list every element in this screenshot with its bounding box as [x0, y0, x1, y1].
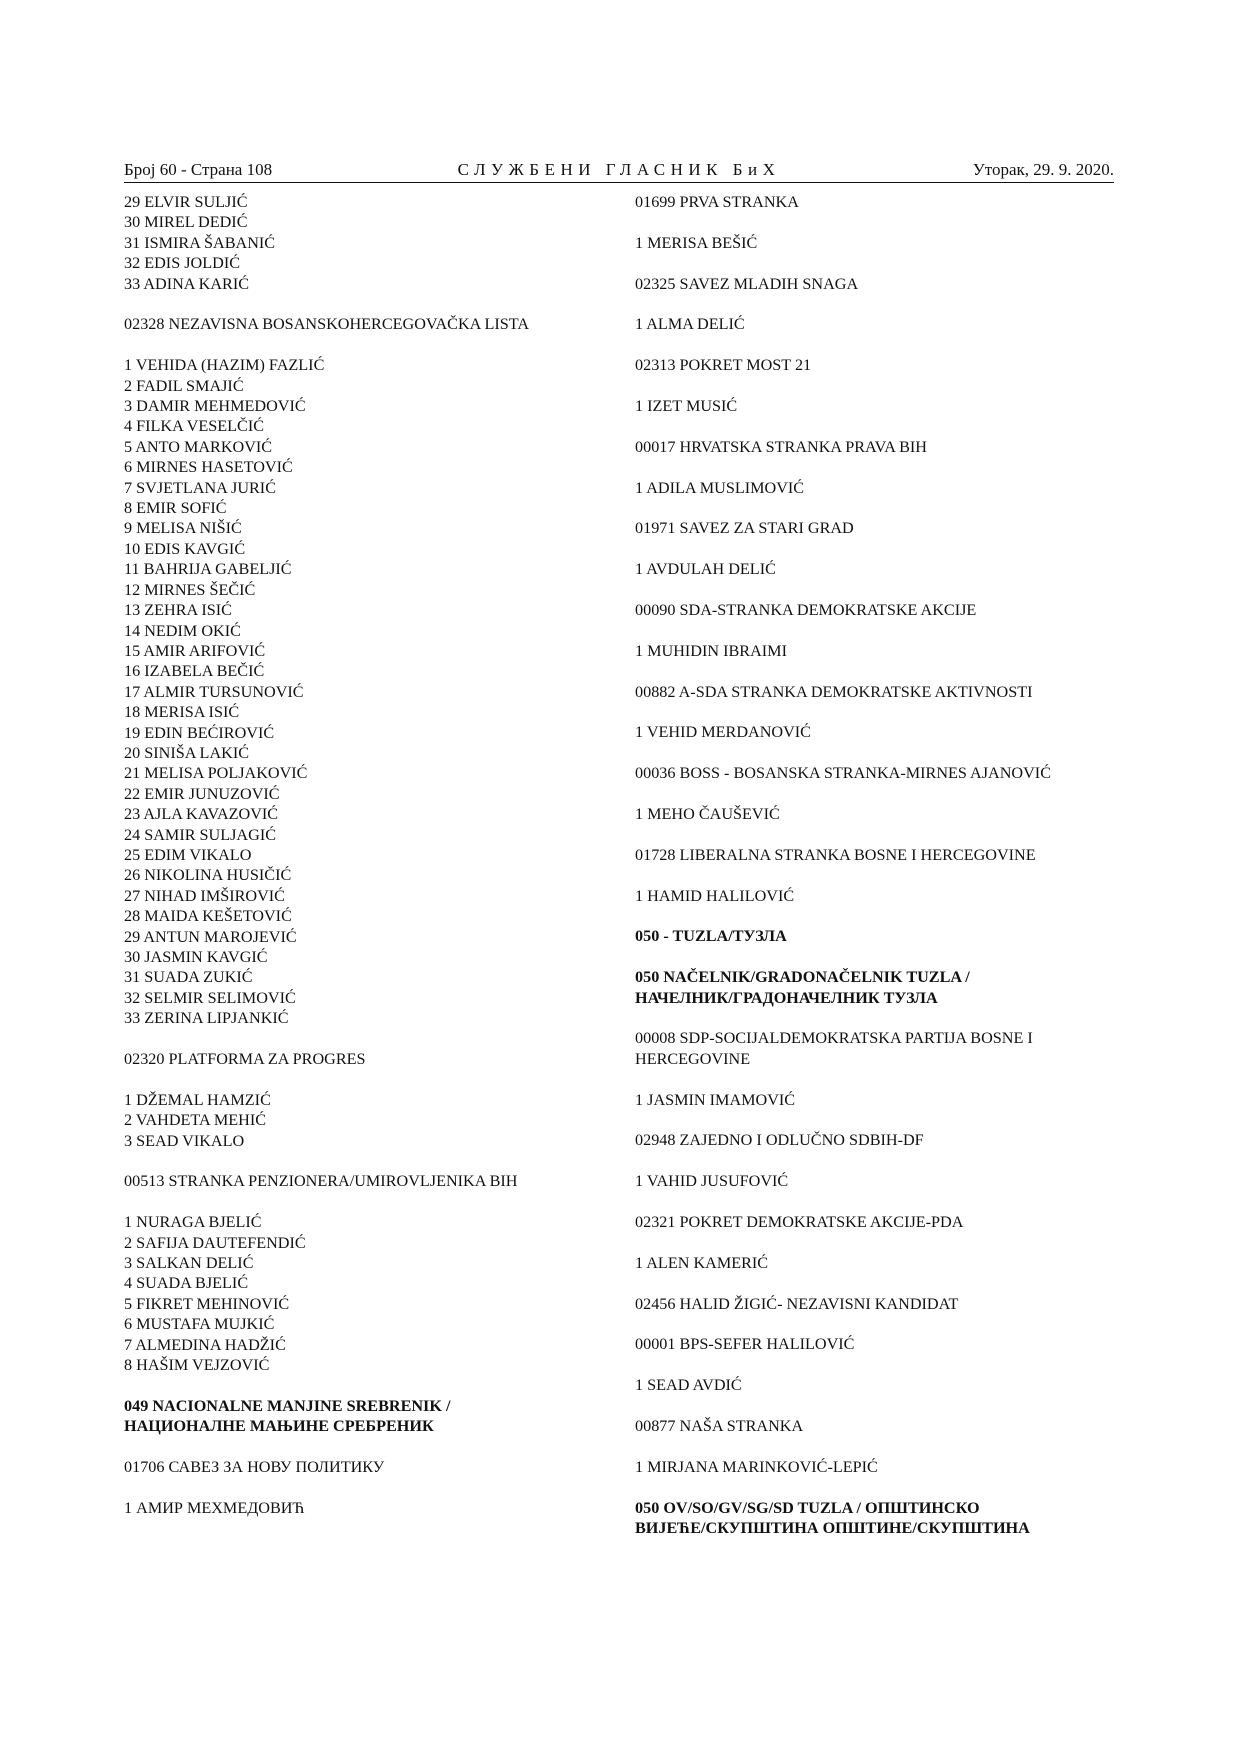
candidate-line: 1 ALMA DELIĆ	[635, 315, 745, 334]
header-rule	[124, 182, 1114, 183]
candidate-line: 20 SINIŠA LAKIĆ	[124, 743, 250, 762]
candidate-line: 22 EMIR JUNUZOVIĆ	[124, 784, 280, 803]
candidate-line: 4 SUADA BJELIĆ	[124, 1274, 249, 1293]
candidate-line: 32 SELMIR SELIMOVIĆ	[124, 988, 296, 1007]
candidate-line: 1 JASMIN IMAMOVIĆ	[635, 1090, 796, 1109]
section-heading: 050 - TUZLA/ТУЗЛА	[635, 927, 787, 946]
candidate-line: 2 VAHDETA MEHIĆ	[124, 1111, 267, 1130]
party-heading: 00008 SDP-SOCIJALDEMOKRATSKA PARTIJA BOSNE I	[635, 1029, 1033, 1048]
party-heading: 02321 POKRET DEMOKRATSKE AKCIJE-PDA	[635, 1212, 964, 1231]
party-heading: HERCEGOVINE	[635, 1049, 751, 1068]
left-column	[124, 192, 624, 1518]
right-column	[635, 192, 1113, 1538]
party-heading: 02313 POKRET MOST 21	[635, 356, 812, 375]
party-heading: 01706 САВЕЗ ЗА НОВУ ПОЛИТИКУ	[124, 1458, 385, 1477]
section-heading: НАЦИОНАЛНЕ МАЊИНЕ СРЕБРЕНИК	[124, 1417, 434, 1436]
candidate-line: 12 MIRNES ŠEČIĆ	[124, 580, 256, 599]
candidate-line: 1 MIRJANA MARINKOVIĆ-LEPIĆ	[635, 1457, 878, 1476]
candidate-line: 1 VEHID MERDANOVIĆ	[635, 723, 811, 742]
candidate-line: 1 ADILA MUSLIMOVIĆ	[635, 478, 805, 497]
candidate-line: 9 MELISA NIŠIĆ	[124, 519, 242, 538]
candidate-line: 15 AMIR ARIFOVIĆ	[124, 641, 266, 660]
section-heading: ВИЈЕЋЕ/СКУПШТИНА ОПШТИНЕ/СКУПШТИНА	[635, 1518, 1030, 1537]
candidate-line: 14 NEDIM OKIĆ	[124, 621, 241, 640]
party-heading: 02948 ZAJEDNO I ODLUČNO SDBIH-DF	[635, 1131, 924, 1150]
section-heading: 049 NACIONALNE MANJINE SREBRENIK /	[124, 1396, 451, 1415]
party-heading: 02328 NEZAVISNA BOSANSKOHERCEGOVAČKA LISTA	[124, 315, 530, 334]
candidate-line: 27 NIHAD IMŠIROVIĆ	[124, 886, 285, 905]
party-heading: 01971 SAVEZ ZA STARI GRAD	[635, 519, 854, 538]
candidate-line: 1 AVDULAH DELIĆ	[635, 560, 776, 579]
candidate-line: 25 EDIM VIKALO	[124, 845, 252, 864]
party-heading: 02456 HALID ŽIGIĆ- NEZAVISNI KANDIDAT	[635, 1294, 959, 1313]
candidate-line: 1 DŽEMAL HAMZIĆ	[124, 1090, 271, 1109]
candidate-line: 16 IZABELA BEČIĆ	[124, 662, 265, 681]
candidate-line: 6 MIRNES HASETOVIĆ	[124, 458, 293, 477]
candidate-line: 1 VAHID JUSUFOVIĆ	[635, 1172, 789, 1191]
candidate-line: 6 MUSTAFA MUJKIĆ	[124, 1315, 275, 1334]
party-heading: 00877 NAŠA STRANKA	[635, 1416, 804, 1435]
party-heading: 00036 BOSS - BOSANSKA STRANKA-MIRNES AJANOVIĆ	[635, 764, 1051, 783]
candidate-line: 33 ADINA KARIĆ	[124, 274, 250, 293]
candidate-line: 30 MIREL DEDIĆ	[124, 213, 248, 232]
candidate-line: 8 HAŠIM VEJZOVIĆ	[124, 1356, 270, 1375]
party-heading: 01728 LIBERALNA STRANKA BOSNE I HERCEGOVINE	[635, 845, 1036, 864]
party-heading: 00001 BPS-SEFER HALILOVIĆ	[635, 1335, 855, 1354]
candidate-line: 7 ALMEDINA HADŽIĆ	[124, 1335, 286, 1354]
candidate-line: 8 EMIR SOFIĆ	[124, 499, 227, 518]
candidate-line: 19 EDIN BEĆIROVIĆ	[124, 723, 275, 742]
candidate-line: 31 SUADA ZUKIĆ	[124, 968, 253, 987]
party-heading: 00090 SDA-STRANKA DEMOKRATSKE AKCIJE	[635, 600, 977, 619]
candidate-line: 1 MERISA BEŠIĆ	[635, 233, 758, 252]
candidate-line: 2 FADIL SMAJIĆ	[124, 376, 244, 395]
gazette-title: СЛУЖБЕНИ ГЛАСНИК БиХ	[457, 160, 781, 179]
section-heading: 050 OV/SO/GV/SG/SD TUZLA / ОПШТИНСКО	[635, 1498, 980, 1517]
page-header	[124, 157, 1114, 183]
candidate-line: 29 ELVIR SULJIĆ	[124, 193, 248, 211]
candidate-line: 4 FILKA VESELČIĆ	[124, 417, 265, 436]
candidate-line: 1 VEHIDA (HAZIM) FAZLIĆ	[124, 356, 325, 375]
candidate-line: 7 SVJETLANA JURIĆ	[124, 478, 276, 497]
candidate-line: 18 MERISA ISIĆ	[124, 703, 240, 722]
candidate-line: 5 ANTO MARKOVIĆ	[124, 437, 273, 456]
candidate-line: 23 AJLA KAVAZOVIĆ	[124, 805, 279, 824]
candidate-line: 28 MAIDA KEŠETOVIĆ	[124, 907, 292, 926]
candidate-line: 17 ALMIR TURSUNOVIĆ	[124, 682, 304, 701]
candidate-line: 3 DAMIR MEHMEDOVIĆ	[124, 397, 306, 416]
party-heading: 02320 PLATFORMA ZA PROGRES	[124, 1050, 366, 1069]
candidate-line: 33 ZERINA LIPJANKIĆ	[124, 1009, 289, 1028]
candidate-line: 29 ANTUN MAROJEVIĆ	[124, 927, 297, 946]
candidate-line: 11 BAHRIJA GABELJIĆ	[124, 560, 292, 579]
candidate-line: 2 SAFIJA DAUTEFENDIĆ	[124, 1233, 306, 1252]
candidate-line: 3 SALKAN DELIĆ	[124, 1254, 254, 1273]
party-heading: 00017 HRVATSKA STRANKA PRAVA BIH	[635, 437, 927, 456]
party-heading: 02325 SAVEZ MLADIH SNAGA	[635, 274, 859, 293]
party-heading: 00513 STRANKA PENZIONERA/UMIROVLJENIKA BIH	[124, 1172, 518, 1191]
candidate-line: 1 MUHIDIN IBRAIMI	[635, 641, 787, 660]
candidate-line: 30 JASMIN KAVGIĆ	[124, 948, 268, 966]
publication-date: Уторак, 29. 9. 2020.	[972, 160, 1114, 179]
candidate-line: 3 SEAD VIKALO	[124, 1131, 245, 1150]
issue-page-number: Број 60 - Страна 108	[124, 160, 273, 179]
candidate-line: 1 HAMID HALILOVIĆ	[635, 886, 795, 905]
candidate-line: 10 EDIS KAVGIĆ	[124, 539, 246, 558]
candidate-line: 32 EDIS JOLDIĆ	[124, 254, 241, 273]
candidate-line: 1 SEAD AVDIĆ	[635, 1376, 742, 1395]
candidate-line: 1 АМИР МЕХМЕДОВИЋ	[124, 1498, 305, 1517]
candidate-line: 5 FIKRET MEHINOVIĆ	[124, 1294, 290, 1313]
candidate-line: 1 MEHO ČAUŠEVIĆ	[635, 804, 780, 823]
party-heading: 00882 A-SDA STRANKA DEMOKRATSKE AKTIVNOSTI	[635, 682, 1033, 701]
candidate-line: 31 ISMIRA ŠABANIĆ	[124, 233, 276, 252]
section-heading: НАЧЕЛНИК/ГРАДОНАЧЕЛНИК ТУЗЛА	[635, 988, 938, 1007]
section-heading: 050 NAČELNIK/GRADONAČELNIK TUZLA /	[635, 968, 970, 987]
candidate-line: 1 IZET MUSIĆ	[635, 396, 738, 415]
candidate-line: 26 NIKOLINA HUSIČIĆ	[124, 866, 292, 885]
party-heading: 01699 PRVA STRANKA	[635, 193, 799, 211]
candidate-line: 24 SAMIR SULJAGIĆ	[124, 825, 277, 844]
candidate-line: 1 NURAGA BJELIĆ	[124, 1213, 262, 1232]
candidate-line: 21 MELISA POLJAKOVIĆ	[124, 764, 308, 783]
candidate-line: 1 ALEN KAMERIĆ	[635, 1253, 769, 1272]
candidate-line: 13 ZEHRA ISIĆ	[124, 601, 232, 620]
